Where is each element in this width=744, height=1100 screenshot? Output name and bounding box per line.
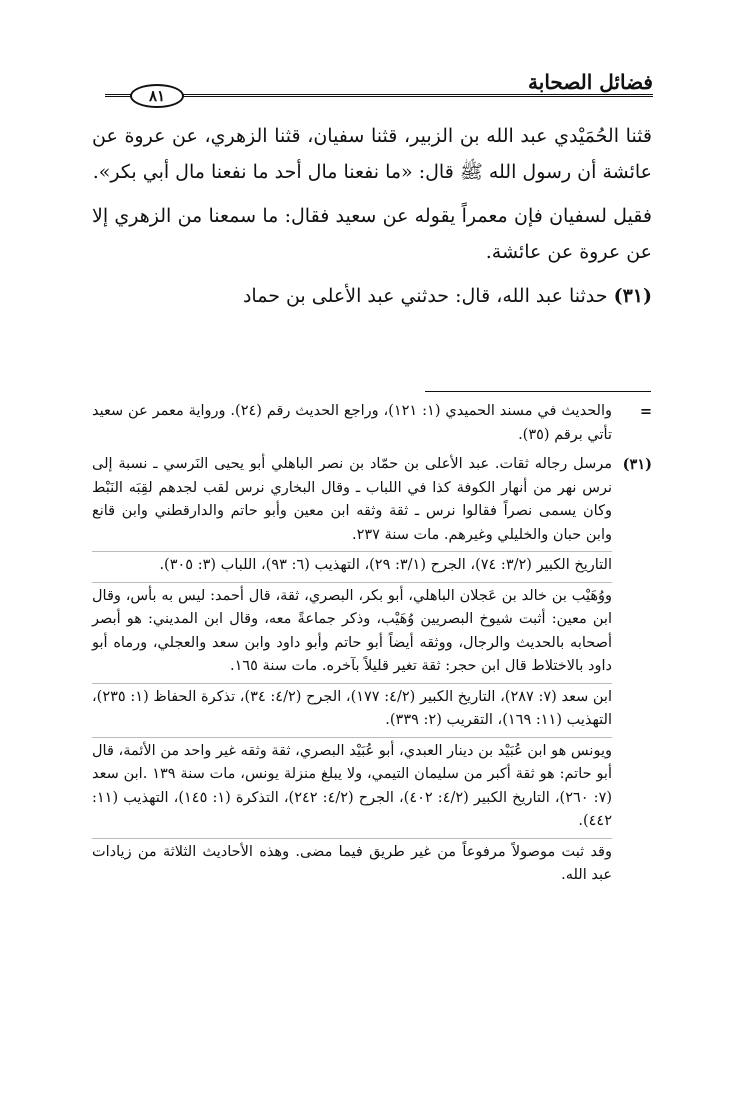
footnote-continuation-text: والحديث في مسند الحميدي (١: ١٢١)، وراجع الحديث رقم (٢٤). ورواية معمر عن سعيد تأتي برقم (٣٥). (92, 403, 613, 443)
hadith-number: (٣١) (613, 285, 652, 307)
main-text (92, 118, 652, 322)
footnote-31-marker: (٣١) (622, 456, 652, 473)
footnote-31-paragraph-3: ووُهَيْب بن خالد بن عَجلان الباهلي، أبو بكر، البصري، ثقة، قال أحمد: ليس به بأس، وقال ابن معين: أثبت شيوخ البصريين وُهَيْب، وذكر جماعةً معه، وقال ابن المديني: هو أبصر أصحابه بالحديث والرجال، ووثقه أيضاً أبو حاتم وأبو داود وابن سعد والعجلي، ورماه أبو داود بالاختلاط قال ابن حجر: ثقة تغير قليلاً بآخره. مات سنة ١٦٥. (92, 582, 612, 679)
page-number: ٨١ (130, 84, 184, 108)
footnote-31-paragraph-1: مرسل رجاله ثقات. عبد الأعلى بن حمّاد بن نصر الباهلي أبو يحيى النَرسي ـ نسبة إلى نرس نهر من أنهار الكوفة كذا في اللباب ـ وقال البخاري نرس لقب لجدهم لقِبَه النَبْط وكان يسمى نصراً فقالوا نرس ـ ثقة وثقه ابن معين وأبو حاتم والدارقطني وابن قانع وابن حبان والخليلي وغيرهم. مات سنة ٢٣٧. (92, 456, 612, 543)
header-title: فضائل الصحابة (528, 70, 653, 94)
footnote-31-paragraph-5: ويونس هو ابن عُبَيْد بن دينار العبدي، أبو عُبَيْد البصري، ثقة وثقه غير واحد من الأئمة، قال أبو حاتم: هو ثقة أكبر من سليمان التيمي، ولا يبلغ منزلة يونس، مات سنة ١٣٩ .ابن سعد (٧: ٢٦٠)، التاريخ الكبير (٤/٢: ٤٠٢)، الجرح (٤/٢: ٢٤٢)، التذكرة (١: ١٤٥)، التهذيب (١١: ٤٤٢). (92, 737, 612, 834)
footnote-31-paragraph-4: ابن سعد (٧: ٢٨٧)، التاريخ الكبير (٤/٢: ١٧٧)، الجرح (٤/٢: ٣٤)، تذكرة الحفاظ (١: ٢٣٥)، التهذيب (١١: ١٦٩)، التقريب (٢: ٣٣٩). (92, 683, 612, 733)
footnote-continuation (92, 400, 652, 451)
continuation-marker: = (639, 403, 652, 420)
hadith-text-paragraph: قثنا الحُمَيْدي عبد الله بن الزبير، قثنا سفيان، قثنا الزهري، عن عروة عن عائشة أن رسول الله ﷺ قال: «ما نفعنا مال أحد ما نفعنا مال أبي بكر». (92, 125, 652, 183)
running-header (105, 70, 653, 106)
hadith-31-paragraph (92, 278, 652, 314)
narrator-comment-paragraph: فقيل لسفيان فإن معمراً يقوله عن سعيد فقال: ما سمعنا من الزهري إلا عن عروة عن عائشة. (92, 205, 652, 263)
footnote-31 (92, 453, 652, 892)
footnote-separator (425, 391, 651, 392)
footnote-31-paragraph-6: وقد ثبت موصولاً مرفوعاً من غير طريق فيما مضى. وهذه الأحاديث الثلاثة من زيادات عبد الله. (92, 838, 612, 888)
header-rule (105, 94, 653, 97)
footnotes (92, 400, 652, 894)
hadith-31-text: حدثنا عبد الله، قال: حدثني عبد الأعلى بن حماد (242, 285, 608, 307)
footnote-31-paragraph-2: التاريخ الكبير (٣/٢: ٧٤)، الجرح (٣/١: ٢٩)، التهذيب (٦: ٩٣)، اللباب (٣: ٣٠٥). (92, 551, 612, 578)
